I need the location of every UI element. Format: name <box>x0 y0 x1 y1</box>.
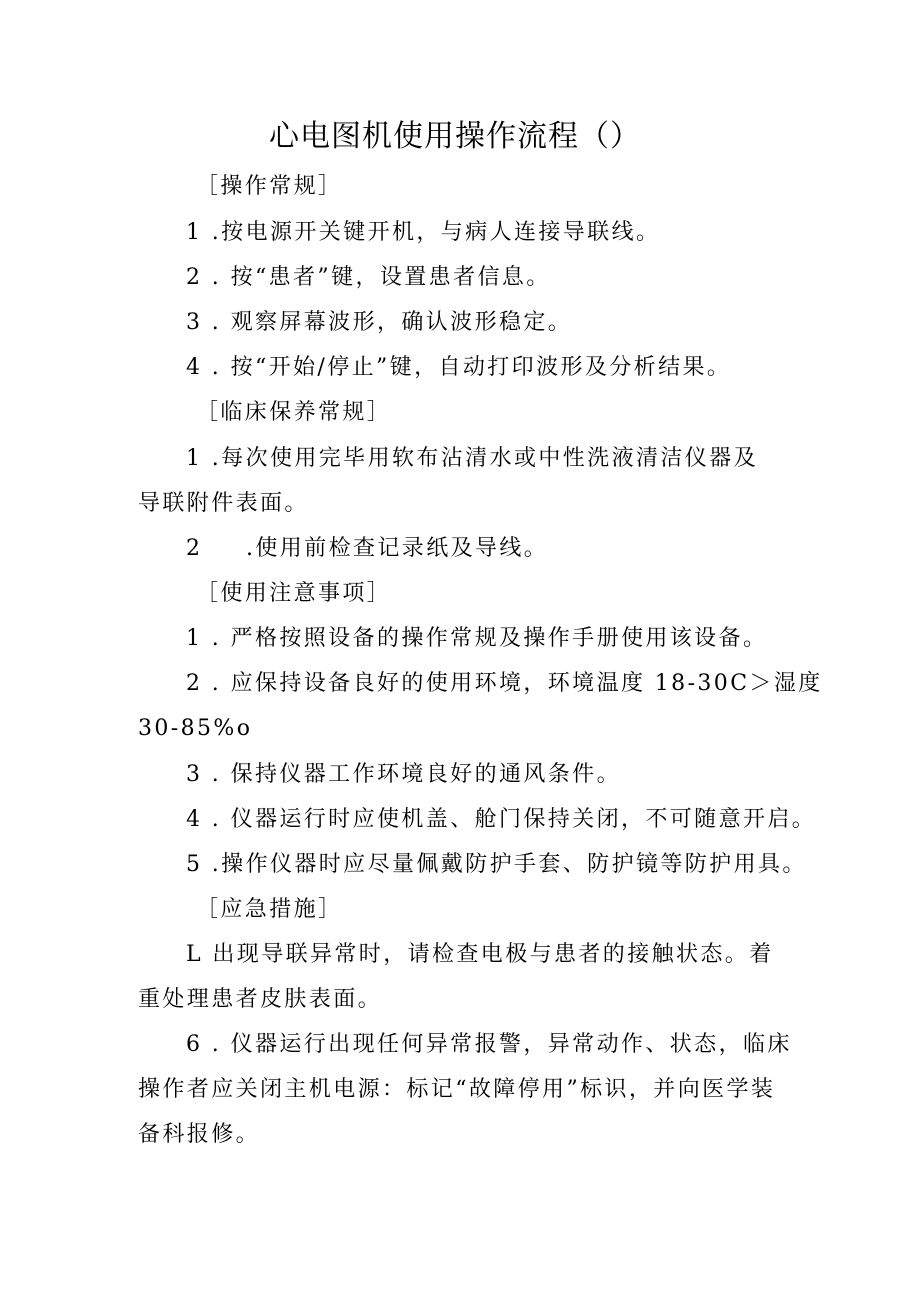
emergency-item-1-continued: 重处理患者皮肤表面。 <box>138 987 383 1012</box>
precaution-item-3: 3 . 保持仪器工作环境良好的通风条件。 <box>186 762 621 787</box>
maintenance-item-2 <box>186 534 548 564</box>
maintenance-item-1-continued: 导联附件表面。 <box>138 491 309 516</box>
section-heading-operation: ［操作常规］ <box>196 174 343 199</box>
operation-step-2: 2 . 按“患者”键，设置患者信息。 <box>186 265 551 290</box>
emergency-item-2-continued-2: 备科报修。 <box>138 1122 261 1147</box>
section-heading-maintenance: ［临床保养常规］ <box>196 400 392 425</box>
document-title: 心电图机使用操作流程（） <box>269 119 641 154</box>
section-heading-emergency: ［应急措施］ <box>196 897 343 922</box>
precaution-item-2-continued: 30-85%o <box>138 716 253 741</box>
precaution-item-2: 2 . 应保持设备良好的使用环境，环境温度 18-30C＞湿度 <box>186 671 823 696</box>
maintenance-item-2-number: 2 <box>186 536 203 561</box>
section-heading-precautions: ［使用注意事项］ <box>196 581 392 606</box>
precaution-item-5: 5 .操作仪器时应尽量佩戴防护手套、防护镜等防护用具。 <box>186 852 807 877</box>
precaution-item-4: 4 . 仪器运行时应使机盖、舱门保持关闭，不可随意开启。 <box>186 807 817 832</box>
operation-step-3: 3 . 观察屏幕波形，确认波形稳定。 <box>186 310 573 335</box>
emergency-item-2-continued-1: 操作者应关闭主机电源：标记“故障停用”标识，并向医学装 <box>138 1077 776 1102</box>
operation-step-4: 4 . 按“开始/停止”键，自动打印波形及分析结果。 <box>186 355 732 380</box>
maintenance-item-2-text: .使用前检查记录纸及导线。 <box>246 536 549 561</box>
operation-step-1: 1 .按电源开关键开机，与病人连接导联线。 <box>186 220 661 245</box>
precaution-item-1: 1 . 严格按照设备的操作常规及操作手册使用该设备。 <box>186 626 768 651</box>
maintenance-item-1: 1 .每次使用完毕用软布沾清水或中性洗液清洁仪器及 <box>186 446 758 471</box>
emergency-item-1: L 出现导联异常时，请检查电极与患者的接触状态。着 <box>186 942 774 967</box>
emergency-item-2: 6 . 仪器运行出现任何异常报警，异常动作、状态，临床 <box>186 1032 792 1057</box>
